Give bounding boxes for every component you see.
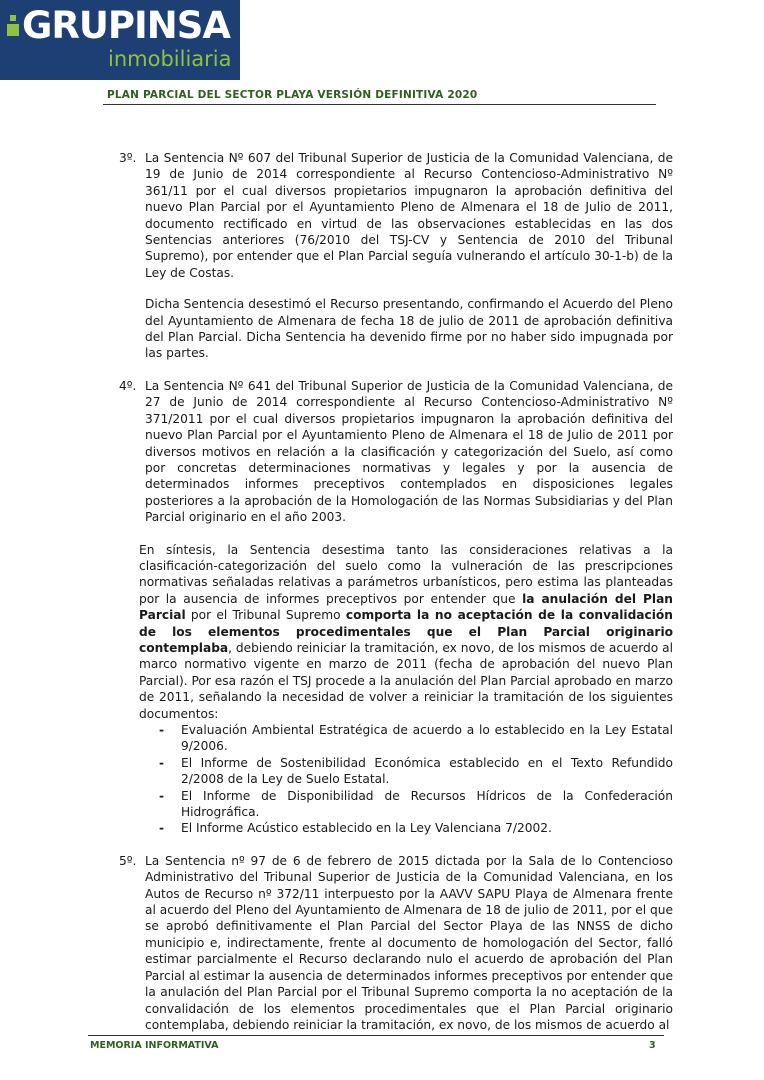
- item-number: 5º.: [119, 853, 137, 868]
- item-number: 3º.: [119, 151, 137, 165]
- footer-section-title: MEMORIA INFORMATIVA: [90, 1040, 219, 1051]
- logo-brand: GRUPINSA: [22, 4, 231, 47]
- list-item: - Evaluación Ambiental Estratégica de acuerdo a lo establecido en la Ley Estatal 9/2006.: [159, 723, 673, 754]
- synthesis-paragraph: En síntesis, la Sentencia desestima tanto las consideraciones relativas a la clasificación-categorización del suelo como la vulneración de las prescripciones normativas señaladas relativas a parámetros urbanísticos, pero estima las planteadas por la ausencia de informes preceptivos por entender que la anulación del Plan Parcial por el Tribunal Supremo comporta la no aceptación de la convalidación de los elementos procedimentales que el Plan Parcial originario contemplaba, debiendo reiniciar la tramitación, ex novo, de los mismos de acuerdo al marco normativo vigente en marzo de 2011 (fecha de aprobación del nuevo Plan Parcial). Por esa razón el TSJ procede a la anulación del Plan Parcial aprobado en marzo de 2011, señalando la necesidad de volver a reiniciar la tramitación de los siguientes documentos:: [139, 542, 673, 721]
- bold-phrase: la anulación del Plan Parcial: [139, 591, 673, 623]
- synthesis-block: [115, 542, 673, 837]
- list-item: - El Informe Acústico establecido en la Ley Valenciana 7/2002.: [159, 821, 552, 836]
- item-text: La Sentencia Nº 607 del Tribunal Superior de Justicia de la Comunidad Valenciana, de 19 de Junio de 2014 correspondiente al Recurso Contencioso-Administrativo Nº 361/11 por el cual diversos propietarios impugnaron la aprobación definitiva del nuevo Plan Parcial por el Ayuntamiento Pleno de Almenara el 18 de Julio de 2011, documento rectificado en virtud de las observaciones establecidas en las dos Sentencias anteriores (76/2010 del TSJ-CV y Sentencia de 2010 del Tribunal Supremo), por entender que el Plan Parcial seguía vulnerando el artículo 30-1-b) de la Ley de Costas.: [145, 151, 673, 280]
- document-list: [139, 722, 673, 837]
- bold-phrase: comporta la no aceptación de la convalidación de los elementos procedimentales que el Plan Parcial originario contemplaba: [139, 608, 673, 655]
- page-header-title: PLAN PARCIAL DEL SECTOR PLAYA VERSIÓN DEFINITIVA 2020: [107, 89, 478, 101]
- page-number: 3: [649, 1040, 656, 1051]
- numbered-item-4: [115, 378, 673, 526]
- document-body: [115, 150, 673, 1033]
- numbered-item-5: [115, 853, 673, 1033]
- logo-mark-small: [10, 15, 16, 21]
- item-number: 4º.: [119, 378, 137, 393]
- company-logo: [0, 0, 240, 80]
- item-text: La Sentencia Nº 641 del Tribunal Superior de Justicia de la Comunidad Valenciana, de 27 de Junio de 2014 correspondiente al Recurso Contencioso-Administrativo Nº 371/2011 por el cual diversos propietarios impugnaron la aprobación definitiva del nuevo Plan Parcial por el Ayuntamiento Pleno de Almenara el 18 de Julio de 2011 por diversos motivos en relación a la clasificación y categorización del Suelo, así como por concretas determinaciones normativas y legales y por la ausencia de determinados informes preceptivos contemplados en disposiciones legales posteriores a la aprobación de la Homologación de las Normas Subsidiarias y del Plan Parcial originario en el año 2003.: [145, 378, 673, 525]
- list-item: - El Informe de Disponibilidad de Recursos Hídricos de la Confederación Hidrográfica.: [159, 788, 673, 820]
- item-text: La Sentencia nº 97 de 6 de febrero de 2015 dictada por la Sala de lo Contencioso Administrativo del Tribunal Superior de Justicia de la Comunidad Valenciana, en los Autos de Recurso nº 372/11 interpuesto por la AAVV SAPU Playa de Almenara frente al acuerdo del Pleno del Ayuntamiento de Almenara de 18 de julio de 2011, por el que se aprobó definitivamente el Plan Parcial del Sector Playa de las NNSS de dicho municipio e, indirectamente, frente al documento de homologación del Sector, falló estimar parcialmente el Recurso declarando nulo el acuerdo de aprobación del Plan Parcial al estimar la ausencia de determinados informes preceptivos por entender que la anulación del Plan Parcial por el Tribunal Supremo comporta la no aceptación de la convalidación de los elementos procedimentales que el Plan Parcial originario contemplaba, debiendo reiniciar la tramitación, ex novo, de los mismos de acuerdo al: [145, 853, 673, 1032]
- logo-mark: [7, 24, 19, 36]
- item-3-followup: Dicha Sentencia desestimó el Recurso presentando, confirmando el Acuerdo del Pleno del Ayuntamiento de Almenara de fecha 18 de julio de 2011 de aprobación definitiva del Plan Parcial. Dicha Sentencia ha devenido firme por no haber sido impugnada por las partes.: [145, 297, 673, 361]
- header-divider: [103, 104, 656, 105]
- list-item: - El Informe de Sostenibilidad Económica establecido en el Texto Refundido 2/2008 de la Ley de Suelo Estatal.: [159, 755, 673, 787]
- logo-subtitle: inmobiliaria: [108, 47, 232, 71]
- footer-divider: [88, 1035, 664, 1036]
- numbered-item-3: [115, 150, 673, 281]
